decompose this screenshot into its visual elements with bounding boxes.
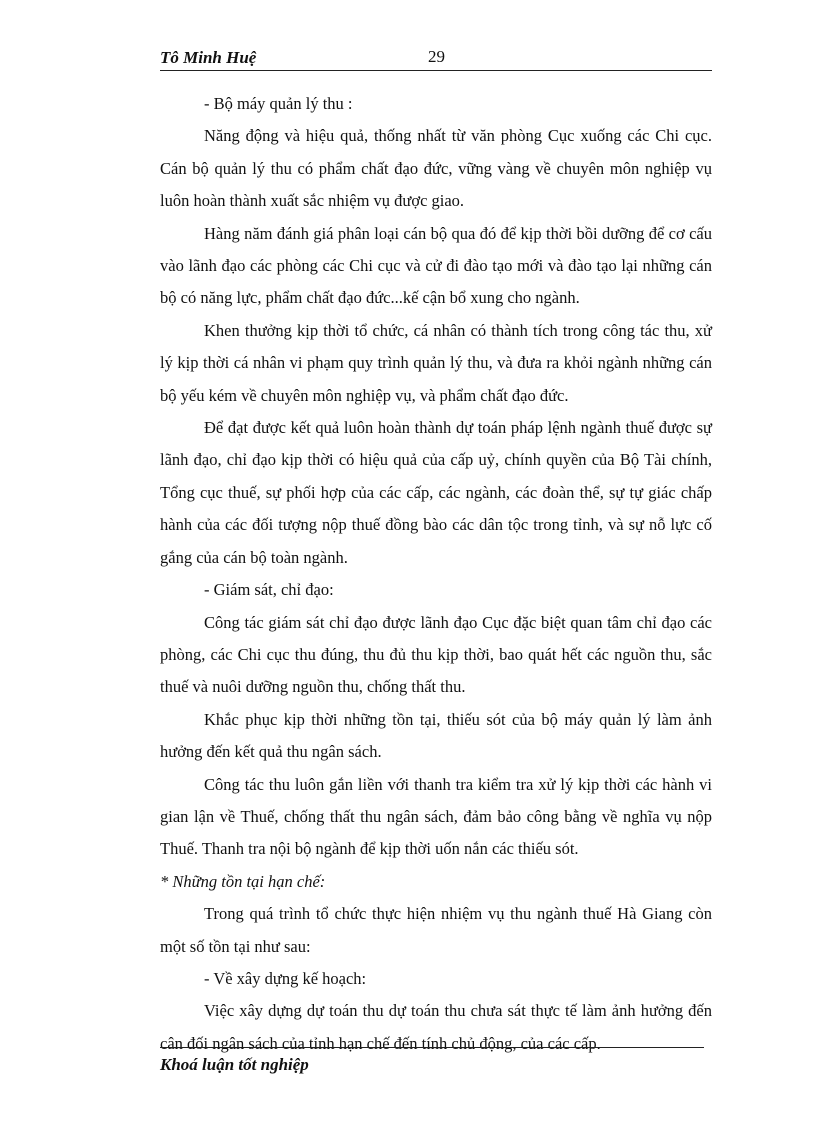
page-number: 29 bbox=[428, 47, 445, 66]
footer-text: Khoá luận tốt nghiệp bbox=[160, 1055, 309, 1074]
paragraph: Hàng năm đánh giá phân loại cán bộ qua đó để kịp thời bồi dưỡng để cơ cấu vào lãnh đạo các phòng các Chi cục và cử đi đào tạo mới và đào tạo lại những cán bộ có năng lực, phẩm chất đạo đức...kế cận bổ xung cho ngành. bbox=[160, 223, 712, 308]
page-footer bbox=[160, 1047, 704, 1074]
paragraph: Để đạt được kết quả luôn hoàn thành dự toán pháp lệnh ngành thuế được sự lãnh đạo, chỉ đạo kịp thời có hiệu quả của cấp uỷ, chính quyền của Bộ Tài chính, Tổng cục thuế, sự phối hợp của các cấp, các ngành, các đoàn thể, sự tự giác chấp hành của các đối tượng nộp thuế đồng bào các dân tộc trong tỉnh, và sự nỗ lực cố gắng của cán bộ toàn ngành. bbox=[160, 418, 712, 567]
paragraph-heading: - Về xây dựng kế hoạch: bbox=[204, 968, 367, 988]
paragraph: Khắc phục kịp thời những tồn tại, thiếu sót của bộ máy quản lý làm ảnh hưởng đến kết quả thu ngân sách. bbox=[160, 709, 712, 762]
paragraph: Khen thưởng kịp thời tổ chức, cá nhân có thành tích trong công tác thu, xử lý kịp thời cá nhân vi phạm quy trình quản lý thu, và đưa ra khỏi ngành những cán bộ yếu kém về chuyên môn nghiệp vụ, và phẩm chất đạo đức. bbox=[160, 320, 712, 405]
paragraph: Công tác thu luôn gắn liền với thanh tra kiểm tra xử lý kịp thời các hành vi gian lận về Thuế, chống thất thu ngân sách, đảm bảo công bằng về nghĩa vụ nộp Thuế. Thanh tra nội bộ ngành để kịp thời uốn nắn các thiếu sót. bbox=[160, 774, 712, 859]
paragraph-heading: - Giám sát, chỉ đạo: bbox=[204, 580, 334, 600]
page-header bbox=[160, 44, 712, 71]
paragraph: Công tác giám sát chỉ đạo được lãnh đạo Cục đặc biệt quan tâm chỉ đạo các phòng, các Chi cục thu đúng, thu đủ thu kịp thời, bao quát hết các nguồn thu, sắc thuế và nuôi dưỡng nguồn thu, chống thất thu. bbox=[160, 612, 712, 697]
header-author: Tô Minh Huệ bbox=[160, 48, 257, 67]
paragraph-heading: - Bộ máy quản lý thu : bbox=[204, 94, 353, 113]
paragraph: Trong quá trình tổ chức thực hiện nhiệm vụ thu ngành thuế Hà Giang còn một số tồn tại như sau: bbox=[160, 904, 712, 956]
document-body bbox=[160, 88, 712, 1060]
paragraph: Năng động và hiệu quả, thống nhất từ văn phòng Cục xuống các Chi cục. Cán bộ quản lý thu có phẩm chất đạo đức, vững vàng về chuyên môn nghiệp vụ luôn hoàn thành xuất sắc nhiệm vụ được giao. bbox=[160, 126, 712, 211]
paragraph: Việc xây dựng dự toán thu dự toán thu chưa sát thực tế làm ảnh hưởng đến cân đối ngân sách của tỉnh hạn chế đến tính chủ động, của các cấp. bbox=[160, 1001, 712, 1053]
section-heading: * Những tồn tại hạn chế: bbox=[160, 871, 326, 891]
